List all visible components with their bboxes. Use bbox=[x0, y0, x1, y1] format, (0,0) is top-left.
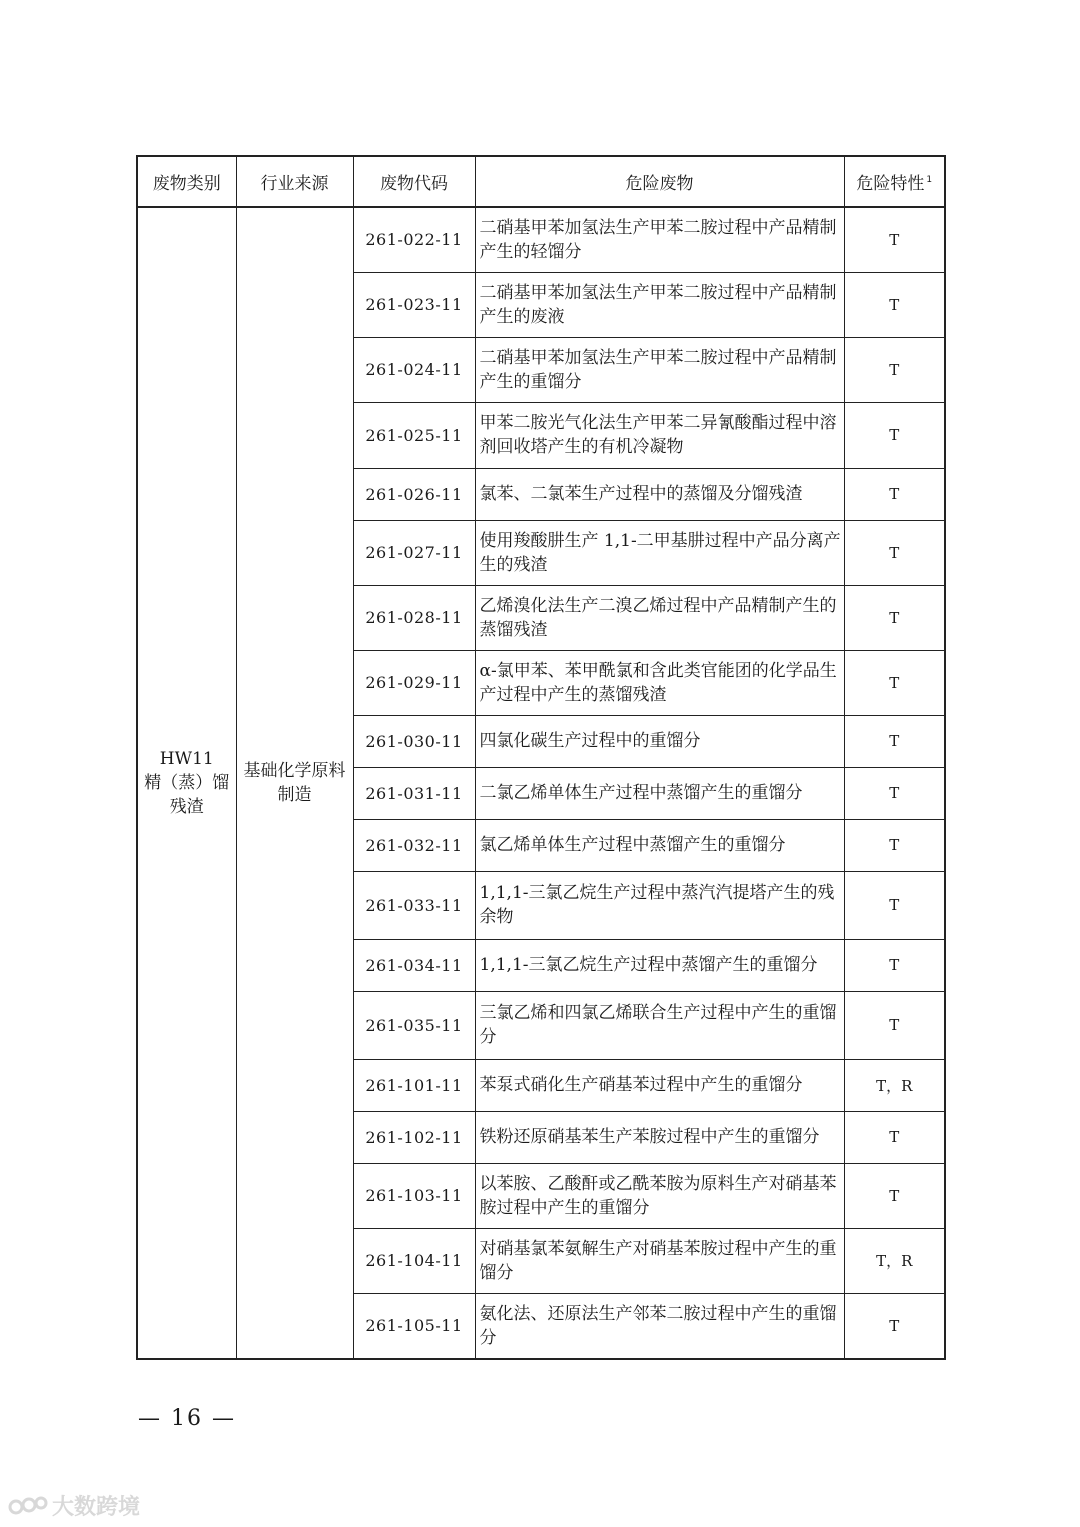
table-header-row bbox=[137, 156, 945, 207]
category-cell bbox=[137, 207, 236, 1359]
waste-code: 261-028-11 bbox=[353, 585, 475, 650]
waste-description: α-氯甲苯、苯甲酰氯和含此类官能团的化学品生产过程中产生的蒸馏残渣 bbox=[475, 650, 844, 715]
waste-code: 261-022-11 bbox=[353, 207, 475, 272]
hazard-property: T bbox=[844, 819, 945, 871]
hazard-property: T bbox=[844, 767, 945, 819]
hazard-property: T，R bbox=[844, 1228, 945, 1293]
hazard-property: T bbox=[844, 520, 945, 585]
industry-line: 基础化学原料 bbox=[243, 761, 346, 781]
hazard-property: T bbox=[844, 207, 945, 272]
hazard-property: T bbox=[844, 650, 945, 715]
waste-description: 氯乙烯单体生产过程中蒸馏产生的重馏分 bbox=[475, 819, 844, 871]
watermark bbox=[8, 1490, 140, 1521]
hazard-property: T bbox=[844, 272, 945, 337]
hazard-property: T bbox=[844, 1293, 945, 1359]
page-number: — 16 — bbox=[138, 1406, 236, 1431]
waste-description: 甲苯二胺光气化法生产甲苯二异氰酸酯过程中溶剂回收塔产生的有机冷凝物 bbox=[475, 402, 844, 468]
hazard-property: T bbox=[844, 939, 945, 991]
waste-code: 261-030-11 bbox=[353, 715, 475, 767]
hazard-property: T bbox=[844, 337, 945, 402]
header-property-footnote: 1 bbox=[926, 175, 933, 186]
waste-code: 261-024-11 bbox=[353, 337, 475, 402]
waste-description: 二氯乙烯单体生产过程中蒸馏产生的重馏分 bbox=[475, 767, 844, 819]
waste-description: 二硝基甲苯加氢法生产甲苯二胺过程中产品精制产生的轻馏分 bbox=[475, 207, 844, 272]
waste-description: 对硝基氯苯氨解生产对硝基苯胺过程中产生的重馏分 bbox=[475, 1228, 844, 1293]
table-row bbox=[137, 207, 945, 272]
waste-description: 铁粉还原硝基苯生产苯胺过程中产生的重馏分 bbox=[475, 1111, 844, 1163]
watermark-logo-icon bbox=[8, 1493, 48, 1519]
waste-description: 乙烯溴化法生产二溴乙烯过程中产品精制产生的蒸馏残渣 bbox=[475, 585, 844, 650]
hazard-property: T bbox=[844, 715, 945, 767]
waste-description: 氨化法、还原法生产邻苯二胺过程中产生的重馏分 bbox=[475, 1293, 844, 1359]
waste-code: 261-105-11 bbox=[353, 1293, 475, 1359]
waste-description: 二硝基甲苯加氢法生产甲苯二胺过程中产品精制产生的废液 bbox=[475, 272, 844, 337]
category-line: 精（蒸）馏 bbox=[144, 773, 230, 793]
hazard-property: T bbox=[844, 1163, 945, 1228]
industry-line: 制造 bbox=[277, 785, 312, 805]
waste-code: 261-103-11 bbox=[353, 1163, 475, 1228]
waste-description: 1,1,1-三氯乙烷生产过程中蒸汽汽提塔产生的残余物 bbox=[475, 871, 844, 939]
hazardous-waste-table bbox=[136, 155, 946, 1360]
waste-code: 261-027-11 bbox=[353, 520, 475, 585]
waste-description: 苯泵式硝化生产硝基苯过程中产生的重馏分 bbox=[475, 1059, 844, 1111]
waste-code: 261-102-11 bbox=[353, 1111, 475, 1163]
hazard-property: T bbox=[844, 468, 945, 520]
waste-description: 氯苯、二氯苯生产过程中的蒸馏及分馏残渣 bbox=[475, 468, 844, 520]
waste-description: 1,1,1-三氯乙烷生产过程中蒸馏产生的重馏分 bbox=[475, 939, 844, 991]
waste-description: 四氯化碳生产过程中的重馏分 bbox=[475, 715, 844, 767]
waste-code: 261-023-11 bbox=[353, 272, 475, 337]
waste-description: 以苯胺、乙酸酐或乙酰苯胺为原料生产对硝基苯胺过程中产生的重馏分 bbox=[475, 1163, 844, 1228]
waste-code: 261-025-11 bbox=[353, 402, 475, 468]
hazard-property: T bbox=[844, 871, 945, 939]
waste-code: 261-035-11 bbox=[353, 991, 475, 1059]
header-waste: 危险废物 bbox=[475, 156, 844, 207]
header-industry: 行业来源 bbox=[236, 156, 353, 207]
waste-code: 261-029-11 bbox=[353, 650, 475, 715]
waste-description: 三氯乙烯和四氯乙烯联合生产过程中产生的重馏分 bbox=[475, 991, 844, 1059]
waste-code: 261-032-11 bbox=[353, 819, 475, 871]
watermark-text: 大数跨境 bbox=[52, 1495, 141, 1520]
waste-code: 261-101-11 bbox=[353, 1059, 475, 1111]
header-property bbox=[844, 156, 945, 207]
hazard-property: T，R bbox=[844, 1059, 945, 1111]
header-code: 废物代码 bbox=[353, 156, 475, 207]
waste-description: 使用羧酸肼生产 1,1-二甲基肼过程中产品分离产生的残渣 bbox=[475, 520, 844, 585]
waste-code: 261-026-11 bbox=[353, 468, 475, 520]
waste-code: 261-034-11 bbox=[353, 939, 475, 991]
hazard-property: T bbox=[844, 585, 945, 650]
header-property-label: 危险特性 bbox=[856, 174, 925, 194]
header-category: 废物类别 bbox=[137, 156, 236, 207]
waste-code: 261-104-11 bbox=[353, 1228, 475, 1293]
table-body bbox=[137, 207, 945, 1359]
category-line: HW11 bbox=[159, 749, 214, 769]
waste-description: 二硝基甲苯加氢法生产甲苯二胺过程中产品精制产生的重馏分 bbox=[475, 337, 844, 402]
hazard-property: T bbox=[844, 1111, 945, 1163]
waste-code: 261-031-11 bbox=[353, 767, 475, 819]
category-line: 残渣 bbox=[169, 797, 204, 817]
hazard-property: T bbox=[844, 402, 945, 468]
industry-cell bbox=[236, 207, 353, 1359]
waste-code: 261-033-11 bbox=[353, 871, 475, 939]
hazard-property: T bbox=[844, 991, 945, 1059]
